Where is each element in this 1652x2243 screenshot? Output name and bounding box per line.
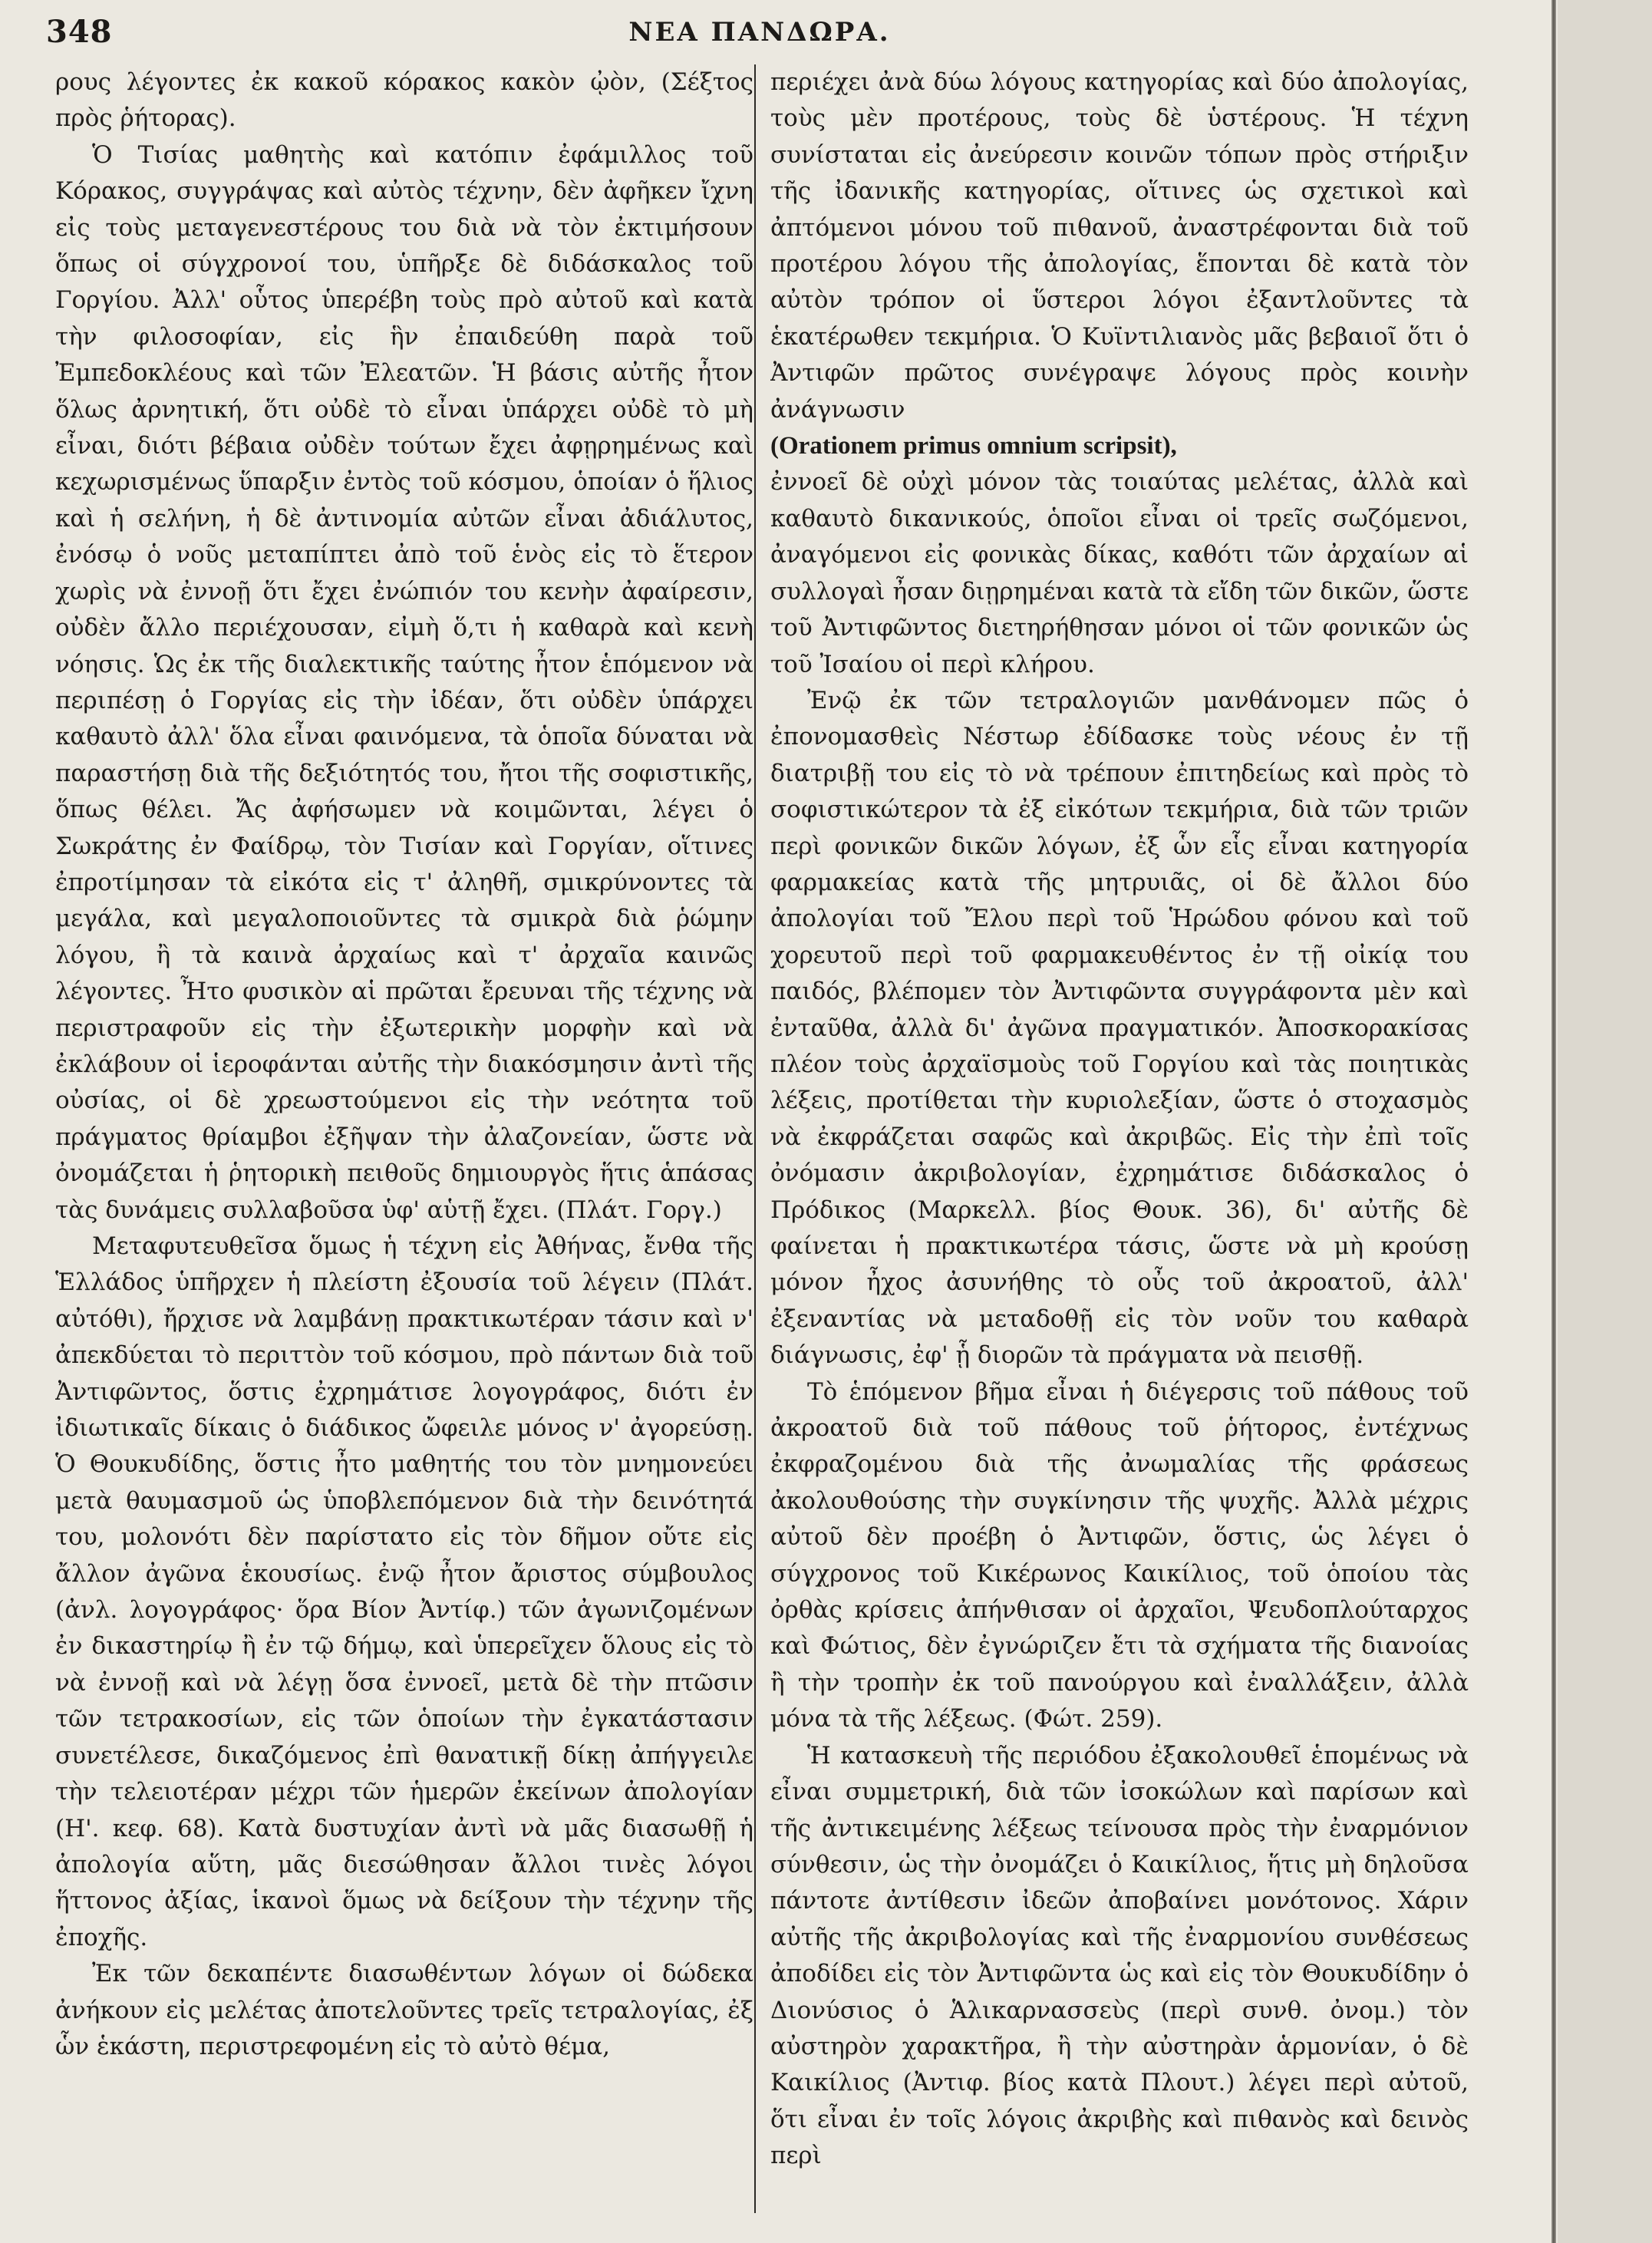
page-header bbox=[46, 14, 1473, 60]
paragraph: Ἐνῷ ἐκ τῶν τετραλογιῶν μανθάνομεν πῶς ὁ ἐπονομασθεὶς Νέστωρ ἐδίδασκε τοὺς νέους ἐν τῇ διατριβῇ του εἰς τὸ νὰ τρέπουν ἐπιτηδείως καὶ πρὸς τὸ σοφιστικώτερον τὰ ἐξ εἰκότων τεκμήρια, διὰ τῶν τριῶν περὶ φονικῶν δικῶν λόγων, ἐξ ὧν εἷς εἶναι κατηγορία φαρμακείας κατὰ τῆς μητρυιᾶς, οἱ δὲ ἄλλοι δύο ἀπολογίαι τοῦ Ἔλου περὶ τοῦ Ἡρώδου φόνου καὶ τοῦ χορευτοῦ περὶ τοῦ φαρμακευθέντος ἐν τῇ οἰκίᾳ του παιδός, βλέπομεν τὸν Ἀντιφῶντα συγγράφοντα μὲν καὶ ἐνταῦθα, ἀλλὰ δι' ἀγῶνα πραγματικόν. Ἀποσκορακίσας πλέον τοὺς ἀρχαϊσμοὺς τοῦ Γοργίου καὶ τὰς ποιητικὰς λέξεις, προτίθεται τὴν κυριολεξίαν, ὥστε ὁ στοχασμὸς νὰ ἐκφράζεται σαφῶς καὶ ἀκριβῶς. Εἰς τὴν ἐπὶ τοῖς ὀνόμασιν ἀκριβολογίαν, ἐχρημάτισε διδάσκαλος ὁ Πρόδικος (Μαρκελλ. βίος Θουκ. 36), δι' αὐτῆς δὲ φαίνεται ἡ πρακτικωτέρα τάσις, ὥστε νὰ μὴ κρούσῃ μόνον ἦχος ἀσυνήθης τὸ οὖς τοῦ ἀκροατοῦ, ἀλλ' ἐξεναντίας νὰ μεταδοθῇ εἰς τὸν νοῦν του καθαρὰ διάγνωσις, ἐφ' ᾗ διορῶν τὰ πράγματα νὰ πεισθῇ. bbox=[770, 686, 1469, 1370]
binding-shadow bbox=[1558, 0, 1652, 2243]
paragraph: Ἡ κατασκευὴ τῆς περιόδου ἐξακολουθεῖ ἑπομένως νὰ εἶναι συμμετρική, διὰ τῶν ἰσοκώλων καὶ παρίσων καὶ τῆς ἀντικειμένης λέξεως τείνουσα πρὸς τὴν ἐναρμόνιον σύνθεσιν, ὡς τὴν ὀνομάζει ὁ Καικίλιος, ἥτις μὴ δηλοῦσα πάντοτε ἀντίθεσιν ἰδεῶν ἀποβαίνει μονότονος. Χάριν αὐτῆς τῆς ἀκριβολογίας καὶ τῆς ἐναρμονίου συνθέσεως ἀποδίδει εἰς τὸν Ἀντιφῶντα ὡς καὶ εἰς τὸν Θουκυδίδην ὁ Διονύσιος ὁ Ἁλικαρνασσεὺς (περὶ συνθ. ὀνομ.) τὸν αὐστηρὸν χαρακτῆρα, ἢ τὴν αὐστηρὰν ἁρμονίαν, ὁ δὲ Καικίλιος (Ἀντιφ. βίος κατὰ Πλουτ.) λέγει περὶ αὐτοῦ, ὅτι εἶναι ἐν τοῖς λόγοις ἀκριβὴς καὶ πιθανὸς καὶ δεινὸς περὶ bbox=[770, 1741, 1469, 2170]
column-rule bbox=[754, 64, 756, 2213]
paragraph: Τὸ ἑπόμενον βῆμα εἶναι ἡ διέγερσις τοῦ πάθους τοῦ ἀκροατοῦ διὰ τοῦ πάθους τοῦ ῥήτορος, ἐντέχνως ἐκφραζομένου διὰ τῆς ἀνωμαλίας τῆς φράσεως ἀκολουθούσης τὴν συγκίνησιν τῆς ψυχῆς. Ἀλλὰ μέχρις αὐτοῦ δὲν προέβη ὁ Ἀντιφῶν, ὅστις, ὡς λέγει ὁ σύγχρονος τοῦ Κικέρωνος Καικίλιος, τοῦ ὁποίου τὰς ὀρθὰς κρίσεις ἀπήνθισαν οἱ ἀρχαῖοι, Ψευδοπλούταρχος καὶ Φώτιος, δὲν ἐγνώριζεν ἔτι τὰ σχήματα τῆς διανοίας ἢ τὴν τροπὴν ἐκ τοῦ πανούργου καὶ ἐναλλάξειν, ἀλλὰ μόνα τὰ τῆς λέξεως. (Φώτ. 259). bbox=[770, 1377, 1469, 1733]
binding-line bbox=[1551, 0, 1556, 2243]
paragraph: ρους λέγοντες ἐκ κακοῦ κόρακος κακὸν ᾠὸν, (Σέξτος πρὸς ῥήτορας). bbox=[55, 68, 753, 133]
paragraph bbox=[770, 428, 1469, 464]
left-column bbox=[55, 64, 753, 2228]
paragraph: Ὁ Τισίας μαθητὴς καὶ κατόπιν ἐφάμιλλος τοῦ Κόρακος, συγγράψας καὶ αὐτὸς τέχνην, δὲν ἀφῆκεν ἴχνη εἰς τοὺς μεταγενεστέρους του διὰ νὰ τὸν ἐκτιμήσουν ὅπως οἱ σύγχρονοί του, ὑπῆρξε δὲ διδάσκαλος τοῦ Γοργίου. Ἀλλ' οὗτος ὑπερέβη τοὺς πρὸ αὐτοῦ καὶ κατὰ τὴν φιλοσοφίαν, εἰς ἣν ἐπαιδεύθη παρὰ τοῦ Ἐμπεδοκλέους καὶ τῶν Ἐλεατῶν. Ἡ βάσις αὐτῆς ἦτον ὅλως ἀρνητική, ὅτι οὐδὲ τὸ εἶναι ὑπάρχει οὐδὲ τὸ μὴ εἶναι, διότι βέβαια οὐδὲν τούτων ἔχει ἀφῃρημένως καὶ κεχωρισμένως ὕπαρξιν ἐντὸς τοῦ κόσμου, ὁποίαν ὁ ἥλιος καὶ ἡ σελήνη, ἡ δὲ ἀντινομία αὐτῶν εἶναι ἀδιάλυτος, ἐνόσῳ ὁ νοῦς μεταπίπτει ἀπὸ τοῦ ἑνὸς εἰς τὸ ἕτερον χωρὶς νὰ ἐννοῇ ὅτι ἔχει ἐνώπιόν του κενὴν ἀφαίρεσιν, οὐδὲν ἄλλο περιέχουσαν, εἰμὴ ὅ,τι ἡ καθαρὰ καὶ κενὴ νόησις. Ὡς ἐκ τῆς διαλεκτικῆς ταύτης ἦτον ἑπόμενον νὰ περιπέσῃ ὁ Γοργίας εἰς τὴν ἰδέαν, ὅτι οὐδὲν ὑπάρχει καθαυτὸ ἀλλ' ὅλα εἶναι φαινόμενα, τὰ ὁποῖα δύναται νὰ παραστήσῃ διὰ τῆς δεξιότητός του, ἤτοι τῆς σοφιστικῆς, ὅπως θέλει. Ἄς ἀφήσωμεν νὰ κοιμῶνται, λέγει ὁ Σωκράτης ἐν Φαίδρῳ, τὸν Τισίαν καὶ Γοργίαν, οἵτινες ἐπροτίμησαν τὰ εἰκότα εἰς τ' ἀληθῆ, σμικρύνοντες τὰ μεγάλα, καὶ μεγαλοποιοῦντες τὰ σμικρὰ διὰ ῥώμην λόγου, ἢ τὰ καινὰ ἀρχαίως καὶ τ' ἀρχαῖα καινῶς λέγοντες. Ἦτο φυσικὸν αἱ πρῶται ἔρευναι τῆς τέχνης νὰ περιστραφοῦν εἰς τὴν ἐξωτερικὴν μορφὴν καὶ νὰ ἐκλάβουν οἱ ἱεροφάνται αὐτῆς τὴν διακόσμησιν ἀντὶ τῆς οὐσίας, οἱ δὲ χρεωστούμενοι εἰς τὴν νεότητα τοῦ πράγματος θρίαμβοι ἐξῆψαν τὴν ἀλαζονείαν, ὥστε νὰ ὀνομάζεται ἡ ῥητορικὴ πειθοῦς δημιουργὸς ἥτις ἁπάσας τὰς δυνάμεις συλλαβοῦσα ὑφ' αὑτῇ ἔχει. (Πλάτ. Γοργ.) bbox=[55, 140, 753, 1224]
latin-quotation: (Orationem primus omnium scripsit), bbox=[770, 432, 1177, 460]
paragraph: περιέχει ἀνὰ δύω λόγους κατηγορίας καὶ δύο ἀπολογίας, τοὺς μὲν προτέρους, τοὺς δὲ ὑστέρους. Ἡ τέχνη συνίσταται εἰς ἀνεύρεσιν κοινῶν τόπων πρὸς στήριξιν τῆς ἰδανικῆς κατηγορίας, οἵτινες ὡς σχετικοὶ καὶ ἀπτόμενοι μόνου τοῦ πιθανοῦ, ἀναστρέφονται διὰ τοῦ προτέρου λόγου τῆς ἀπολογίας, ἕπονται δὲ κατὰ τὸν αὐτὸν τρόπον οἱ ὕστεροι λόγοι ἐξαντλοῦντες τὰ ἑκατέρωθεν τεκμήρια. Ὁ Κυϊντιλιανὸς μᾶς βεβαιοῖ ὅτι ὁ Ἀντιφῶν πρῶτος συνέγραψε λόγους πρὸς κοινὴν ἀνάγνωσιν bbox=[770, 68, 1469, 424]
paragraph: Μεταφυτευθεῖσα ὅμως ἡ τέχνη εἰς Ἀθήνας, ἔνθα τῆς Ἑλλάδος ὑπῆρχεν ἡ πλείστη ἐξουσία τοῦ λέγειν (Πλάτ. αὐτόθι), ἤρχισε νὰ λαμβάνῃ πρακτικωτέραν τάσιν καὶ ν' ἀπεκδύεται τὸ περιττὸν τοῦ κόσμου, πρὸ πάντων διὰ τοῦ Ἀντιφῶντος, ὅστις ἐχρημάτισε λογογράφος, διότι ἐν ἰδιωτικαῖς δίκαις ὁ διάδικος ὤφειλε μόνος ν' ἀγορεύσῃ. Ὁ Θουκυδίδης, ὅστις ἦτο μαθητής του τὸν μνημονεύει μετὰ θαυμασμοῦ ὡς ὑποβλεπόμενον διὰ τὴν δεινότητά του, μολονότι δὲν παρίστατο εἰς τὸν δῆμον οὔτε εἰς ἄλλον ἀγῶνα ἑκουσίως. ἐνῷ ἦτον ἄριστος σύμβουλος (ἀνλ. λογογράφος· ὅρα Βίον Ἀντίφ.) τῶν ἀγωνιζομένων ἐν δικαστηρίῳ ἢ ἐν τῷ δήμῳ, καὶ ὑπερεῖχεν ὅλους εἰς τὸ νὰ ἐννοῇ καὶ νὰ λέγῃ ὅσα ἐννοεῖ, μετὰ δὲ τὴν πτῶσιν τῶν τετρακοσίων, εἰς τῶν ὁποίων τὴν ἐγκατάστασιν συνετέλεσε, δικαζόμενος ἐπὶ θανατικῇ δίκῃ ἀπήγγειλε τὴν τελειοτέραν μέχρι τῶν ἡμερῶν ἐκείνων ἀπολογίαν (Η'. κεφ. 68). Κατὰ δυστυχίαν ἀντὶ νὰ μᾶς διασωθῇ ἡ ἀπολογία αὕτη, μᾶς διεσώθησαν ἄλλοι τινὲς λόγοι ἥττονος ἀξίας, ἱκανοὶ ὅμως νὰ δείξουν τὴν τέχνην τῆς ἐποχῆς. bbox=[55, 1232, 753, 1951]
running-title: ΝΕΑ ΠΑΝΔΩΡΑ. bbox=[628, 17, 891, 48]
page-number: 348 bbox=[46, 14, 113, 50]
paragraph: ἐννοεῖ δὲ οὐχὶ μόνον τὰς τοιαύτας μελέτας, ἀλλὰ καὶ καθαυτὸ δικανικούς, ὁποῖοι εἶναι οἱ τρεῖς σωζόμενοι, ἀναγόμενοι εἰς φονικὰς δίκας, καθότι τῶν ἀρχαίων αἱ συλλογαὶ ἦσαν διῃρημέναι κατὰ τὰ εἴδη τῶν δικῶν, ὥστε τοῦ Ἀντιφῶντος διετηρήθησαν μόνοι οἱ τῶν φονικῶν ὡς τοῦ Ἰσαίου οἱ περὶ κλήρου. bbox=[770, 468, 1469, 678]
paragraph: Ἐκ τῶν δεκαπέντε διασωθέντων λόγων οἱ δώδεκα ἀνήκουν εἰς μελέτας ἀποτελοῦντες τρεῖς τετραλογίας, ἐξ ὧν ἑκάστη, περιστρεφομένη εἰς τὸ αὐτὸ θέμα, bbox=[55, 1960, 753, 2060]
right-column bbox=[770, 64, 1469, 2228]
